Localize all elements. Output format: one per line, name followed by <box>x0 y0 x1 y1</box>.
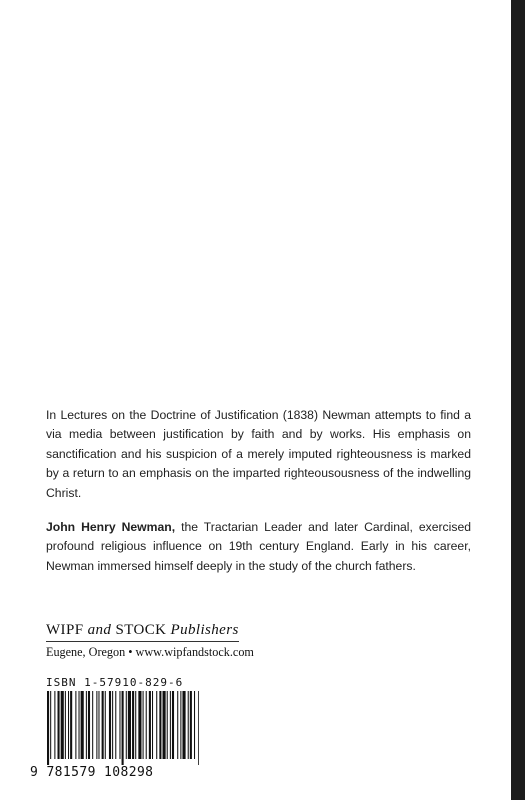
barcode-bar <box>180 691 181 759</box>
barcode-bar <box>182 691 185 759</box>
barcode-bar <box>86 691 87 759</box>
barcode-bar <box>58 691 60 759</box>
barcode-bar <box>109 691 111 759</box>
publisher-name-wipf: WIPF <box>46 622 88 638</box>
barcode-bar <box>132 691 134 759</box>
barcode-bar <box>102 691 104 759</box>
publisher-name-and: and <box>87 622 112 638</box>
publisher-block <box>46 621 254 660</box>
barcode-bar <box>122 691 124 765</box>
publisher-name-stock: STOCK <box>111 622 171 638</box>
isbn-label: ISBN 1-57910-829-6 <box>46 676 184 689</box>
barcode-bar <box>115 691 116 759</box>
barcode-bar <box>105 691 106 759</box>
barcode-bar <box>170 691 171 759</box>
barcode-bar <box>190 691 192 759</box>
barcode-bar <box>61 691 64 759</box>
barcode-bar <box>159 691 161 759</box>
barcode-bar <box>98 691 99 759</box>
barcode-bar <box>194 691 195 759</box>
barcode-bar <box>156 691 157 759</box>
barcode-bar <box>81 691 84 759</box>
barcode-bar <box>65 691 66 759</box>
barcode-bar <box>88 691 90 759</box>
publisher-name-publishers: Publishers <box>170 622 239 638</box>
spine-edge <box>511 0 525 800</box>
publisher-name <box>46 622 239 642</box>
barcode-bar <box>96 691 97 759</box>
author-name: John Henry Newman, <box>46 520 176 535</box>
barcode-bar <box>138 691 141 759</box>
barcode-image <box>47 691 199 765</box>
barcode-bar <box>149 691 151 759</box>
barcode-bar <box>75 691 76 759</box>
author-bio: the Tractarian Leader and later Cardinal, exercised profound religious influence on 19th century England. Early in his career, Newman immersed himself deeply in the study of the church fathers. <box>46 520 472 573</box>
barcode-bar <box>92 691 93 759</box>
barcode-bar <box>112 691 113 759</box>
barcode-bar <box>143 691 144 759</box>
barcode-bar <box>70 691 72 759</box>
barcode-bar <box>135 691 136 759</box>
barcode-bar <box>47 691 49 765</box>
barcode-bar <box>163 691 166 759</box>
barcode-bar <box>68 691 69 759</box>
barcode-bar <box>167 691 168 759</box>
back-cover-blurb <box>46 406 471 591</box>
publisher-location: Eugene, Oregon • www.wipfandstock.com <box>46 645 254 659</box>
barcode-bar <box>79 691 80 759</box>
barcode-bar <box>126 691 127 759</box>
barcode-bar <box>119 691 120 759</box>
barcode-bar <box>128 691 131 759</box>
barcode-bar <box>177 691 178 759</box>
blurb-paragraph-1: In Lectures on the Doctrine of Justification (1838) Newman attempts to find a via media between justification by faith and by works. His emphasis on sanctification and his suspicion of a merely imputed righteousness is marked by a return to an emphasis on the imparted righteousousness of the indwelling Christ. <box>46 408 471 500</box>
barcode-bar <box>54 691 55 759</box>
barcode-bar <box>152 691 153 759</box>
barcode-bar <box>198 691 199 765</box>
barcode-bar <box>146 691 147 759</box>
blurb-paragraph-2 <box>46 518 471 576</box>
barcode-bar <box>172 691 174 759</box>
barcode-bar <box>188 691 189 759</box>
barcode-bar <box>50 691 51 759</box>
barcode-digits: 9 781579 108298 <box>30 765 154 780</box>
